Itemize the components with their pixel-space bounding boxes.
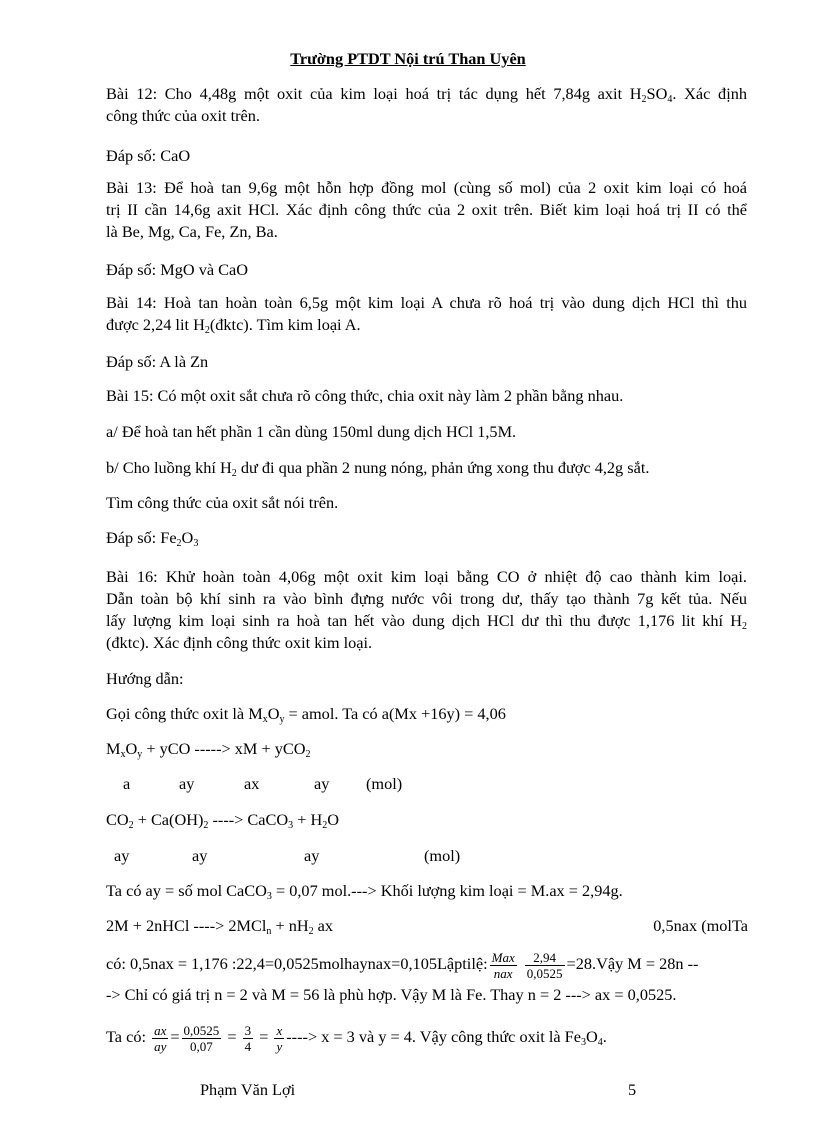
footer-author: Phạm Văn Lợi xyxy=(200,1080,296,1099)
guide-line2: Ta có ay = số mol CaCO$_3$ = 0,07 mol.---> Khối lượng kim loại = M.ax = 2,94g. xyxy=(106,881,623,902)
equation-1: $M_xO_y$ + yCO -----> xM + yCO$_2$ xyxy=(106,739,311,760)
page-title: Trường PTDT Nội trú Than Uyên xyxy=(290,49,526,68)
bai16-line1: Bài 16: Khử hoàn toàn 4,06g một oxit kim loại bằng CO ở nhiệt độ cao thành kim loại. xyxy=(106,567,747,586)
mol-row2-item: (mol) xyxy=(424,846,461,865)
bai13-line3: là Be, Mg, Ca, Fe, Zn, Ba. xyxy=(106,222,278,241)
fraction-ax-ay: $\frac{ax}{ay}$ xyxy=(154,1022,167,1054)
equation-3-mol: 0,5nax (molTa xyxy=(653,916,748,935)
guide-line4: có: 0,5nax = 1,176 :22,4=0,0525molhaynax=0,105Lậptilệ: $\frac{\text{Max}}{\text{nax}}$ $\frac{2,94}{0,0525}$ =28.Vậy M = 28n -- xyxy=(106,949,699,981)
bai12-line1: Bài 12: Cho 4,48g một oxit của kim loại hoá trị tác dụng hết 7,84g axit $H_2SO_4$. Xác định xyxy=(106,84,747,105)
equation-2: $CO_2 + Ca(OH)_2$ ----> CaCO$_3$ + $H_2O$ xyxy=(106,810,339,831)
bai15-line1: Bài 15: Có một oxit sắt chưa rõ công thức, chia oxit này làm 2 phần bằng nhau. xyxy=(106,386,624,405)
fraction-x-y: $\frac{x}{y}$ xyxy=(276,1022,283,1054)
page-number: 5 xyxy=(628,1080,637,1099)
bai15-line3: b/ Cho luồng khí $H_2$ dư đi qua phần 2 nung nóng, phản ứng xong thu được 4,2g sắt. xyxy=(106,458,650,479)
mol-row1-item: ay xyxy=(179,774,195,793)
bai15-answer: Đáp số: $Fe_2O_3$ xyxy=(106,528,199,549)
bai15-line4: Tìm công thức của oxit sắt nói trên. xyxy=(106,493,339,512)
mol-row1-item: ax xyxy=(244,774,260,793)
fraction-max-nax: $\frac{\text{Max}}{\text{nax}}$ xyxy=(491,949,515,981)
mol-row2-item: ay xyxy=(304,846,320,865)
fraction-00525-007: $\frac{0,0525}{0,07}$ xyxy=(183,1022,220,1054)
bai14-answer: Đáp số: A là Zn xyxy=(106,352,209,371)
bai15-line2: a/ Để hoà tan hết phần 1 cần dùng 150ml dung dịch HCl 1,5M. xyxy=(106,422,517,441)
mol-row2-item: ay xyxy=(192,846,208,865)
bai13-line1: Bài 13: Để hoà tan 9,6g một hỗn hợp đồng mol (cùng số mol) của 2 oxit kim loại có hoá xyxy=(106,178,747,197)
bai13-answer: Đáp số: MgO và CaO xyxy=(106,260,248,279)
guide-heading: Hướng dẫn: xyxy=(106,669,184,688)
bai16-line3: lấy lượng kim loại sinh ra hoà tan hết vào dung dịch HCl dư thì thu được 1,176 lit khí $H_2$ xyxy=(106,611,747,632)
bai14-line1: Bài 14: Hoà tan hoàn toàn 6,5g một kim loại A chưa rõ hoá trị vào dung dịch HCl thì thu xyxy=(106,293,747,312)
mol-row1-item: (mol) xyxy=(366,774,403,793)
equation-3: 2M + 2nHCl ----> $2MCl_n + nH_2$ ax xyxy=(106,916,334,937)
mol-row1-item: ay xyxy=(314,774,330,793)
bai14-line2: được 2,24 lit $H_2(đktc)$. Tìm kim loại A. xyxy=(106,315,361,336)
guide-line6: Ta có: $\frac{ax}{ay}$ = $\frac{0,0525}{0,07}$ = $\frac{3}{4}$ = $\frac{x}{y}$ ----> x = 3 và y = 4. Vậy công thức oxit là $Fe_3O_4$. xyxy=(106,1022,607,1054)
guide-line5: -> Chỉ có giá trị n = 2 và M = 56 là phù hợp. Vậy M là Fe. Thay n = 2 ---> ax = 0,0525. xyxy=(106,985,677,1004)
bai16-line2: Dẫn toàn bộ khí sinh ra vào bình đựng nước vôi trong dư, thấy tạo thành 7g kết tủa. Nếu xyxy=(106,589,747,608)
guide-line1: Gọi công thức oxit là $M_xO_y$ = amol. Ta có a(Mx +16y) = 4,06 xyxy=(106,704,506,725)
fraction-3-4: $\frac{3}{4}$ xyxy=(244,1022,252,1054)
mol-row2-item: ay xyxy=(114,846,130,865)
mol-row1-item: a xyxy=(123,774,131,793)
bai13-line2: trị II cần 14,6g axit HCl. Xác định công thức của 2 oxit trên. Biết kim loại hoá trị II có thể xyxy=(106,200,747,219)
bai12-line2: công thức của oxit trên. xyxy=(106,106,260,125)
bai12-answer: Đáp số: CaO xyxy=(106,146,191,165)
bai16-line4: (đktc). Xác định công thức oxit kim loại. xyxy=(106,633,373,652)
fraction-294: $\frac{2,94}{0,0525}$ xyxy=(526,949,563,981)
